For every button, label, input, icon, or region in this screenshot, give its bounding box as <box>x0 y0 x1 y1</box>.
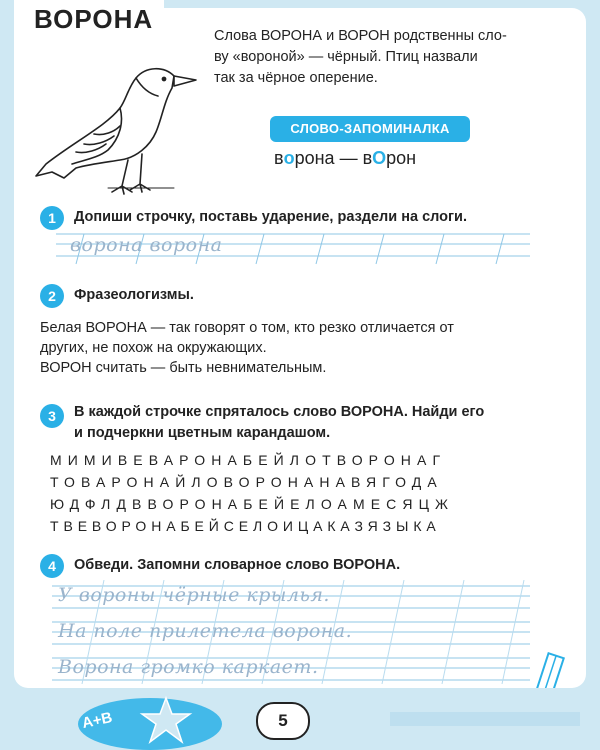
task2-line: других, не похож на окружающих. <box>40 340 267 356</box>
memo-dash: — <box>339 148 358 168</box>
task2-text <box>40 318 560 378</box>
letter-row[interactable]: ТВЕВОРОНАБЕЙСЕЛОИЦАКАЗЯЗЫКА <box>50 518 441 534</box>
task3-line: В каждой строчке спряталось слово ВОРОНА. Найди его <box>74 404 485 420</box>
task3-instruction <box>74 402 544 444</box>
letter-row[interactable]: ЮДФЛДВВОРОНАБЕЙЕЛОАМЕСЯЦЖ <box>50 496 455 512</box>
intro-line: ву «вороной» — чёрный. Птиц назвали <box>214 49 478 65</box>
intro-line: так за чёрное оперение. <box>214 70 378 86</box>
memo-word-crow-highlight: о <box>283 148 295 168</box>
task4-trace-line[interactable]: На поле прилетела ворона. <box>58 620 353 642</box>
memo-badge: СЛОВО-ЗАПОМИНАЛКА <box>270 116 470 142</box>
crow-illustration <box>24 46 214 196</box>
footer-corner-text: A+B <box>80 709 114 732</box>
task4-trace-line[interactable]: У вороны чёрные крылья. <box>58 584 330 606</box>
task-number-2: 2 <box>40 284 64 308</box>
task2-title: Фразеологизмы. <box>74 287 194 303</box>
page-title: ВОРОНА <box>34 4 154 34</box>
task4-instruction: Обведи. Запомни словарное слово ВОРОНА. <box>74 557 401 573</box>
memo-word-raven-highlight: О <box>372 148 387 168</box>
task1-instruction: Допиши строчку, поставь ударение, раздели на слоги. <box>74 209 467 225</box>
footer-stripe <box>390 712 580 726</box>
task-number-3: 3 <box>40 404 64 428</box>
memo-word-raven-part: в <box>362 148 373 168</box>
memo-words <box>274 148 416 169</box>
memo-word-crow-part: рона <box>294 148 335 168</box>
task2-line: ВОРОН считать — быть невнимательным. <box>40 360 327 376</box>
task1-sample-handwriting: ворона ворона <box>70 234 223 256</box>
task4-trace-line[interactable]: Ворона громко каркает. <box>58 656 319 678</box>
task2-line: Белая ВОРОНА — так говорят о том, кто резко отличается от <box>40 320 454 336</box>
task3-line: и подчеркни цветным карандашом. <box>74 425 331 441</box>
letter-row[interactable]: МИМИВЕВАРОНАБЕЙЛОТВОРОНАГ <box>50 452 447 468</box>
intro-line: Слова ВОРОНА и ВОРОН родственны сло- <box>214 28 507 44</box>
letter-row[interactable]: ТОВАРОНАЙЛОВОРОНАНАВЯГОДА <box>50 474 443 490</box>
memo-word-raven-part: рон <box>386 148 417 168</box>
memo-word-crow-part: в <box>274 148 284 168</box>
task-number-1: 1 <box>40 206 64 230</box>
task-number-4: 4 <box>40 554 64 578</box>
intro-text <box>214 26 554 89</box>
page-number: 5 <box>256 702 310 740</box>
